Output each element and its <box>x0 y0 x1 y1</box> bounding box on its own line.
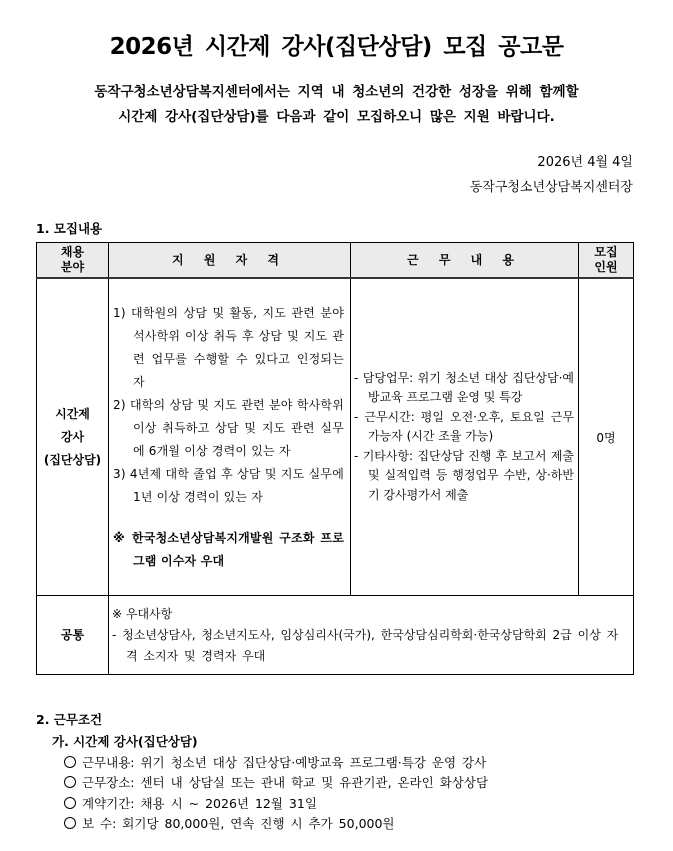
work-conditions <box>52 732 488 835</box>
circle-bullet-icon <box>64 776 76 788</box>
condition-item: 보 수: 회기당 80,000원, 연속 진행 시 추가 50,000원 <box>64 814 488 835</box>
circle-bullet-icon <box>64 817 76 829</box>
duty-item: - 기타사항: 집단상담 진행 후 보고서 제출 및 실적입력 등 행정업무 수반, 상·하반기 강사평가서 제출 <box>354 448 574 502</box>
circle-bullet-icon <box>64 756 76 768</box>
section-1-heading: 1. 모집내용 <box>36 221 103 236</box>
header-count: 모집 인원 <box>579 243 634 279</box>
intro-paragraph <box>0 80 673 130</box>
common-label: 공통 <box>37 596 109 675</box>
condition-item: 근무내용: 위기 청소년 대상 집단상담·예방교육 프로그램·특강 운영 강사 <box>64 753 488 774</box>
intro-line-1: 동작구청소년상담복지센터에서는 지역 내 청소년의 건강한 성장을 위해 함께할 <box>94 84 579 100</box>
date-issuer-block <box>470 150 633 200</box>
circle-bullet-icon <box>64 797 76 809</box>
preference-item: - 청소년상담사, 청소년지도사, 임상심리사(국가), 한국상담심리학회·한국상담학회 2급 이상 자격 소지자 및 경력자 우대 <box>112 627 619 663</box>
duty-item: - 근무시간: 평일 오전·오후, 토요일 근무가능자 (시간 조율 가능) <box>354 409 574 444</box>
issue-date: 2026년 4월 4일 <box>537 155 633 170</box>
issuer-name: 동작구청소년상담복지센터장 <box>469 180 633 195</box>
header-duties: 근 무 내 용 <box>351 243 579 279</box>
intro-line-2: 시간제 강사(집단상담)를 다음과 같이 모집하오니 많은 지원 바랍니다. <box>118 109 555 125</box>
duty-item: - 담당업무: 위기 청소년 대상 집단상담·예방교육 프로그램 운영 및 특강 <box>354 370 574 405</box>
qualification-item: 3) 4년제 대학 졸업 후 상담 및 지도 실무에 1년 이상 경력이 있는 자 <box>113 466 344 504</box>
table-row <box>37 278 634 596</box>
header-field: 채용 분야 <box>37 243 109 279</box>
common-cell <box>109 596 634 675</box>
table-header-row <box>37 243 634 279</box>
conditions-subheading: 가. 시간제 강사(집단상담) <box>52 734 198 749</box>
section-2-heading: 2. 근무조건 <box>36 712 103 727</box>
duties-cell <box>351 278 579 596</box>
common-row <box>37 596 634 675</box>
document-title: 2026년 시간제 강사(집단상담) 모집 공고문 <box>109 34 564 60</box>
conditions-list <box>52 753 488 835</box>
condition-item: 계약기간: 채용 시 ~ 2026년 12월 31일 <box>64 794 488 815</box>
qualification-item: 1) 대학원의 상담 및 활동, 지도 관련 분야 석사학위 이상 취득 후 상담 및 지도 관련 업무를 수행할 수 있다고 인정되는 자 <box>113 305 344 389</box>
preference-title: ※ 우대사항 <box>112 606 173 621</box>
qualification-item: 2) 대학의 상담 및 지도 관련 분야 학사학위 이상 취득하고 상담 및 지도 관련 실무에 6개월 이상 경력이 있는 자 <box>113 397 344 458</box>
qualification-cell <box>109 278 351 596</box>
header-qualification: 지 원 자 격 <box>109 243 351 279</box>
field-cell: 시간제 강사 (집단상담) <box>37 278 109 596</box>
qualification-note: ※ 한국청소년상담복지개발원 구조화 프로그램 이수자 우대 <box>113 530 344 568</box>
count-cell: 0명 <box>579 278 634 596</box>
condition-item: 근무장소: 센터 내 상담실 또는 관내 학교 및 유관기관, 온라인 화상상담 <box>64 773 488 794</box>
recruitment-table <box>36 242 634 675</box>
